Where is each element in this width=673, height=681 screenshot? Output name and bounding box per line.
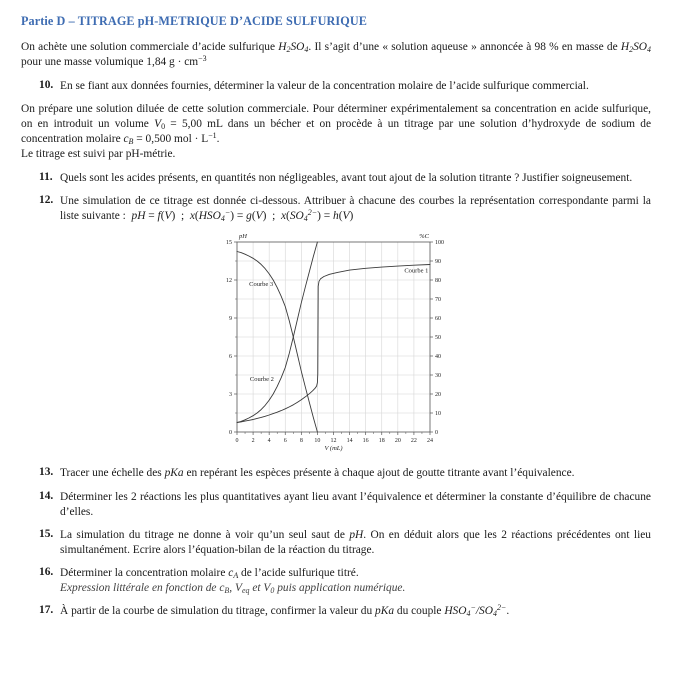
- page-title: Partie D – TITRAGE pH-METRIQUE D’ACIDE SULFURIQUE: [21, 14, 367, 28]
- intro-paragraph-1: On achète une solution commerciale d’acide sulfurique $H_2SO_4$. Il s’agit d’une « solution aqueuse » annoncée à 98 % en masse de $H_2SO_4$ pour une masse volumique 1,84 $g \cdot cm^{-3}$: [21, 41, 651, 69]
- question-item-13: [21, 466, 651, 481]
- question-text: Déterminer la concentration molaire $c_A$ de l’acide sulfurique titré.: [60, 566, 359, 580]
- svg-text:8: 8: [299, 438, 303, 445]
- svg-text:0: 0: [435, 430, 438, 437]
- curve-label: Courbe 1: [404, 267, 429, 275]
- svg-text:9: 9: [229, 316, 232, 323]
- question-item-14: [21, 490, 651, 520]
- svg-text:70: 70: [435, 297, 441, 304]
- question-number: 13.: [39, 466, 54, 479]
- question-number: 12.: [39, 194, 54, 207]
- right-axis: [430, 240, 444, 436]
- svg-text:0: 0: [229, 430, 232, 437]
- question-number: 10.: [39, 79, 54, 92]
- question-text: En se fiant aux données fournies, déterminer la valeur de la concentration molaire de l’acide sulfurique commercial.: [60, 80, 589, 93]
- svg-text:6: 6: [283, 438, 287, 445]
- chart-gridlines: [237, 242, 430, 432]
- intro-paragraph-2: On prépare une solution diluée de cette solution commerciale. Pour déterminer expérimentalement sa concentration en acide sulfurique, on en introduit un volume $V_0 = 5,00$ mL dans un bécher et on procède à un titrage par une solution d’hydroxyde de sodium de concentration molaire $c_B = 0,500$ mol · $L^{-1}$. Le titrage est suivi par pH-métrie.: [21, 103, 652, 161]
- curve-courbe-3: [237, 252, 317, 433]
- svg-text:24: 24: [427, 438, 433, 445]
- svg-text:6: 6: [229, 354, 232, 361]
- question-text: Tracer une échelle des pKa en repérant les espèces présente à chaque ajout de goutte titrante avant l’équivalence.: [60, 467, 575, 480]
- x-axis: [236, 432, 434, 444]
- left-axis-title: pH: [239, 233, 247, 241]
- question-number: 16.: [39, 565, 54, 578]
- curve-label: Courbe 3: [249, 281, 274, 289]
- svg-text:80: 80: [435, 278, 441, 285]
- svg-text:12: 12: [226, 278, 232, 285]
- question-number: 11.: [39, 171, 53, 184]
- question-item-12: [21, 194, 651, 224]
- svg-text:12: 12: [330, 438, 337, 445]
- svg-text:100: 100: [435, 240, 444, 247]
- x-axis-title: V (mL): [324, 445, 343, 453]
- question-text: La simulation du titrage ne donne à voir qu’un seul saut de pH. On en déduit alors que les 2 réactions précédentes ont lieu simultanément. Ecrire alors l’équation-bilan de la réaction du titrage.: [60, 528, 651, 556]
- svg-text:14: 14: [346, 438, 353, 445]
- question-item-16: [21, 566, 651, 596]
- svg-text:20: 20: [435, 392, 441, 399]
- svg-text:20: 20: [394, 438, 401, 445]
- svg-text:50: 50: [435, 335, 441, 342]
- question-item-15: [21, 528, 651, 558]
- svg-text:60: 60: [435, 316, 441, 323]
- question-number: 15.: [39, 527, 54, 540]
- question-note: Expression littérale en fonction de $c_B$, $V_{eq}$ et $V_0$ puis application numérique.: [60, 581, 406, 595]
- question-item-17: [21, 604, 651, 619]
- question-text: À partir de la courbe de simulation du titrage, confirmer la valeur du pKa du couple $HSO_4^-/SO_4^{2-}$.: [60, 602, 510, 618]
- svg-text:16: 16: [362, 438, 369, 445]
- curve-courbe-2: [237, 242, 317, 423]
- svg-text:0: 0: [235, 438, 239, 445]
- svg-text:10: 10: [435, 411, 441, 418]
- svg-text:40: 40: [435, 354, 441, 361]
- svg-text:10: 10: [314, 438, 321, 445]
- question-number: 14.: [39, 489, 54, 502]
- titration-chart-svg: [221, 232, 455, 454]
- svg-text:4: 4: [267, 438, 271, 445]
- question-text: Quels sont les acides présents, en quantités non négligeables, avant tout ajout de la solution titrante ? Justifier soigneusement.: [60, 172, 633, 185]
- svg-text:30: 30: [435, 373, 441, 380]
- right-axis-title: %C: [419, 233, 429, 241]
- question-item-11: [21, 171, 651, 186]
- question-item-10: [21, 79, 651, 94]
- svg-text:90: 90: [435, 259, 441, 266]
- svg-text:3: 3: [229, 392, 232, 399]
- svg-text:22: 22: [410, 438, 417, 445]
- left-axis: [226, 240, 237, 436]
- svg-text:15: 15: [226, 240, 232, 247]
- curve-label: Courbe 2: [249, 376, 274, 384]
- titration-chart: [221, 232, 651, 454]
- svg-text:18: 18: [378, 438, 385, 445]
- question-number: 17.: [39, 603, 54, 616]
- question-text: Une simulation de ce titrage est donnée ci-dessous. Attribuer à chacune des courbes la représentation correspondante parmi la liste suivante : pH = f(V) ; $x(HSO_4^-) = g(V)$ ; $x(SO_4^{2-}) = h(V)$: [60, 195, 651, 224]
- question-text: Déterminer les 2 réactions les plus quantitatives ayant lieu avant l’équivalence et déterminer la constante d’équilibre de chacune d’elles.: [60, 490, 651, 518]
- svg-text:2: 2: [251, 438, 255, 445]
